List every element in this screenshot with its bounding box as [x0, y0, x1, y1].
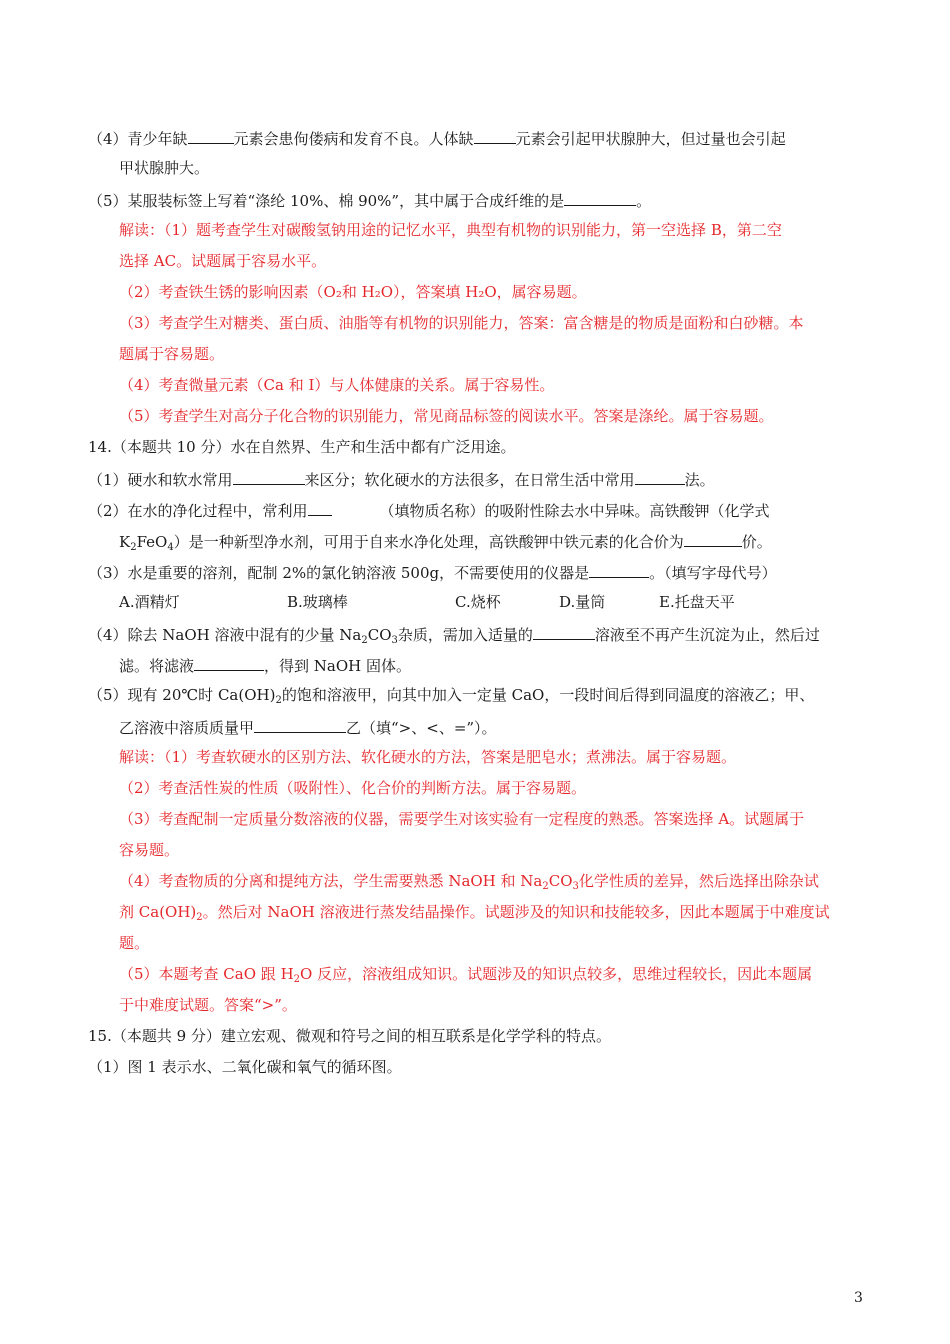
q14-part2-line1: （2）在水的净化过程中，常利用 （填物质名称）的吸附性除去水中异味。高铁酸钾（化学式: [88, 499, 770, 521]
q14-analysis-line: 容易题。: [119, 841, 180, 859]
q14-part4-line2: 滤。将滤液 ，得到 NaOH 固体。: [119, 654, 411, 676]
answer-blank[interactable]: [564, 189, 636, 206]
q13-analysis-line: 题属于容易题。: [119, 345, 225, 363]
answer-blank[interactable]: [684, 530, 742, 547]
answer-blank[interactable]: [233, 468, 305, 485]
q13-analysis-line: （4）考查微量元素（Ca 和 I）与人体健康的关系。属于容易性。: [119, 376, 555, 394]
q13-analysis-line: （3）考查学生对糖类、蛋白质、油脂等有机物的识别能力，答案：富含糖是的物质是面粉和白砂糖。本: [119, 314, 804, 332]
q14-analysis-line: 剂 $Ca(OH)_2$。然后对 NaOH 溶液进行蒸发结晶操作。试题涉及的知识和技能较多，因此本题属于中难度试: [119, 903, 830, 923]
answer-blank[interactable]: [188, 127, 234, 144]
q15-part1: （1）图 1 表示水、二氧化碳和氧气的循环图。: [88, 1058, 402, 1076]
q13-part4-line2: 甲状腺肿大。: [119, 159, 210, 177]
q14-analysis-line: （2）考查活性炭的性质（吸附性）、化合价的判断方法。属于容易题。: [119, 779, 587, 797]
q14-part3: （3）水是重要的溶剂，配制 2%的氯化钠溶液 500g，不需要使用的仪器是 。（填写字母代号）: [88, 561, 777, 583]
q14-analysis-line: 解读：（1）考查软硬水的区别方法、软化硬水的方法，答案是肥皂水；煮沸法。属于容易题。: [119, 748, 737, 766]
q14-analysis-line: 于中难度试题。答案“>”。: [119, 996, 297, 1014]
q15-title: 15.（本题共 9 分）建立宏观、微观和符号之间的相互联系是化学学科的特点。: [88, 1027, 611, 1045]
option-a[interactable]: A.酒精灯: [119, 593, 180, 611]
q14-part5-line2: 乙溶液中溶质质量甲 乙（填“>、<、=”）。: [119, 716, 497, 738]
q14-part1: （1）硬水和软水常用 来区分；软化硬水的方法很多，在日常生活中常用 法。: [88, 468, 715, 490]
q14-part4-line1: （4）除去 NaOH 溶液中混有的少量 $Na_2CO_3$杂质，需加入适量的 溶液至不再产生沉淀为止，然后过: [88, 623, 820, 645]
q13-analysis-line: 选择 AC。试题属于容易水平。: [119, 252, 327, 270]
answer-blank[interactable]: [635, 468, 685, 485]
q14-part2-line2: $K_2FeO_4$）是一种新型净水剂，可用于自来水净化处理，高铁酸钾中铁元素的化合价为 价。: [119, 530, 772, 552]
q13-part4-line1: （4）青少年缺 元素会患佝偻病和发育不良。人体缺 元素会引起甲状腺肿大，但过量也会引起: [88, 127, 786, 149]
q14-analysis-line: （3）考查配制一定质量分数溶液的仪器，需要学生对该实验有一定程度的熟悉。答案选择 A。试题属于: [119, 810, 805, 828]
q13-analysis-line: （2）考查铁生锈的影响因素（O₂和 H₂O），答案填 H₂O，属容易题。: [119, 283, 587, 301]
answer-blank[interactable]: [194, 654, 264, 671]
answer-blank[interactable]: [308, 499, 332, 516]
answer-blank[interactable]: [254, 716, 346, 733]
answer-blank[interactable]: [474, 127, 516, 144]
q13-analysis-line: （5）考查学生对高分子化合物的识别能力，常见商品标签的阅读水平。答案是涤纶。属于容易题。: [119, 407, 774, 425]
answer-blank[interactable]: [589, 561, 649, 578]
page-number: 3: [854, 1290, 863, 1306]
option-b[interactable]: B.玻璃棒: [287, 593, 348, 611]
q14-analysis-line: 题。: [119, 934, 150, 952]
option-e[interactable]: E.托盘天平: [659, 593, 735, 611]
answer-blank[interactable]: [533, 623, 595, 640]
option-d[interactable]: D.量筒: [559, 593, 606, 611]
q14-title: 14.（本题共 10 分）水在自然界、生产和生活中都有广泛用途。: [88, 438, 516, 456]
q14-analysis-line: （5）本题考查 CaO 跟 $H_2O$ 反应，溶液组成知识。试题涉及的知识点较多，思维过程较长，因此本题属: [119, 965, 813, 985]
q14-part5-line1: （5）现有 20℃时 $Ca(OH)_2$的饱和溶液甲，向其中加入一定量 CaO，一段时间后得到同温度的溶液乙；甲、: [88, 686, 815, 706]
option-c[interactable]: C.烧杯: [455, 593, 501, 611]
q13-analysis-line: 解读：（1）题考查学生对碳酸氢钠用途的记忆水平，典型有机物的识别能力，第一空选择 B，第二空: [119, 221, 782, 239]
q13-part5: （5）某服装标签上写着“涤纶 10%、棉 90%”，其中属于合成纤维的是 。: [88, 189, 651, 211]
q14-analysis-line: （4）考查物质的分离和提纯方法，学生需要熟悉 NaOH 和 $Na_2CO_3$化学性质的差异，然后选择出除杂试: [119, 872, 819, 892]
q14-options: [119, 592, 735, 612]
